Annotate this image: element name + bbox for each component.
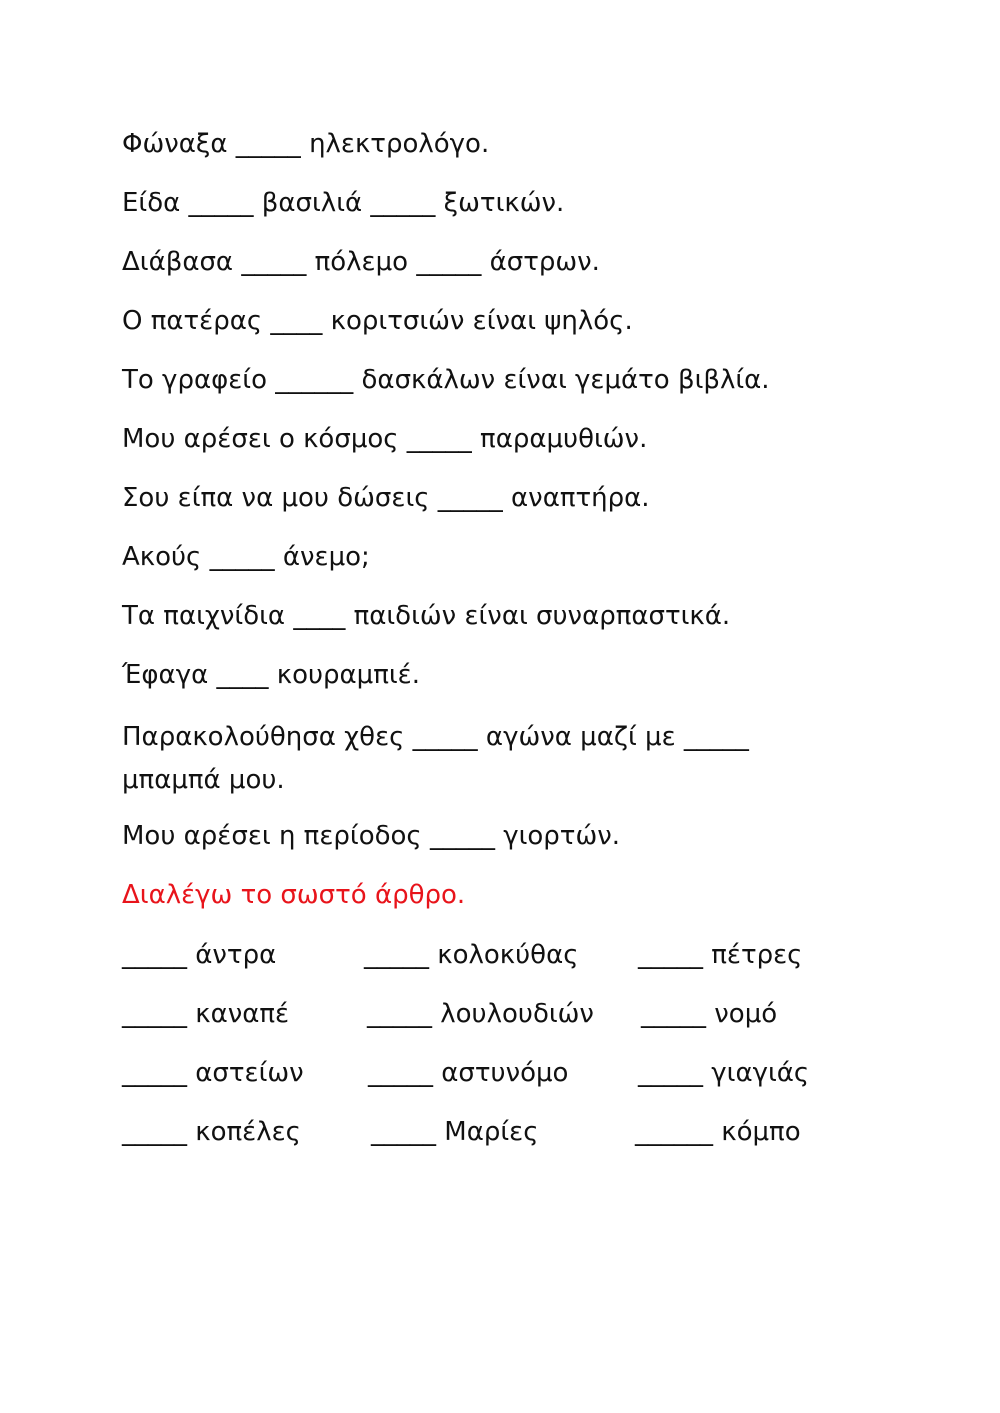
sentence-5: Το γραφείο ______ δασκάλων είναι γεμάτο βιβλία.	[122, 365, 770, 395]
exercise-heading: Διαλέγω το σωστό άρθρο.	[122, 880, 466, 910]
grid-item: _____ κολοκύθας	[364, 940, 579, 970]
sentence-11: Παρακολούθησα χθες _____ αγώνα μαζί με _____ μπαμπά μου.	[122, 722, 749, 795]
sentence-1: Φώναξα _____ ηλεκτρολόγο.	[122, 129, 490, 159]
grid-item: _____ Μαρίες	[371, 1117, 539, 1147]
grid-item: _____ λουλουδιών	[367, 999, 594, 1029]
sentence-6: Μου αρέσει ο κόσμος _____ παραμυθιών.	[122, 424, 648, 454]
grid-item: _____ πέτρες	[638, 940, 803, 970]
grid-item: ______ κόμπο	[635, 1117, 801, 1147]
grid-item: _____ νομό	[641, 999, 778, 1029]
grid-item: _____ άντρα	[122, 940, 277, 970]
grid-item: _____ αστυνόμο	[368, 1058, 569, 1088]
grid-item: _____ καναπέ	[122, 999, 290, 1029]
sentence-3: Διάβασα _____ πόλεμο _____ άστρων.	[122, 247, 600, 277]
sentence-12: Μου αρέσει η περίοδος _____ γιορτών.	[122, 821, 621, 851]
sentence-7: Σου είπα να μου δώσεις _____ αναπτήρα.	[122, 483, 650, 513]
sentence-4: Ο πατέρας ____ κοριτσιών είναι ψηλός.	[122, 306, 633, 336]
grid-item: _____ γιαγιάς	[638, 1058, 810, 1088]
sentence-9: Τα παιχνίδια ____ παιδιών είναι συναρπαστικά.	[122, 601, 731, 631]
grid-item: _____ αστείων	[122, 1058, 304, 1088]
grid-item: _____ κοπέλες	[122, 1117, 301, 1147]
sentence-10: Έφαγα ____ κουραμπιέ.	[122, 660, 420, 690]
sentence-8: Ακούς _____ άνεμο;	[122, 542, 370, 572]
sentence-2: Είδα _____ βασιλιά _____ ξωτικών.	[122, 188, 565, 218]
